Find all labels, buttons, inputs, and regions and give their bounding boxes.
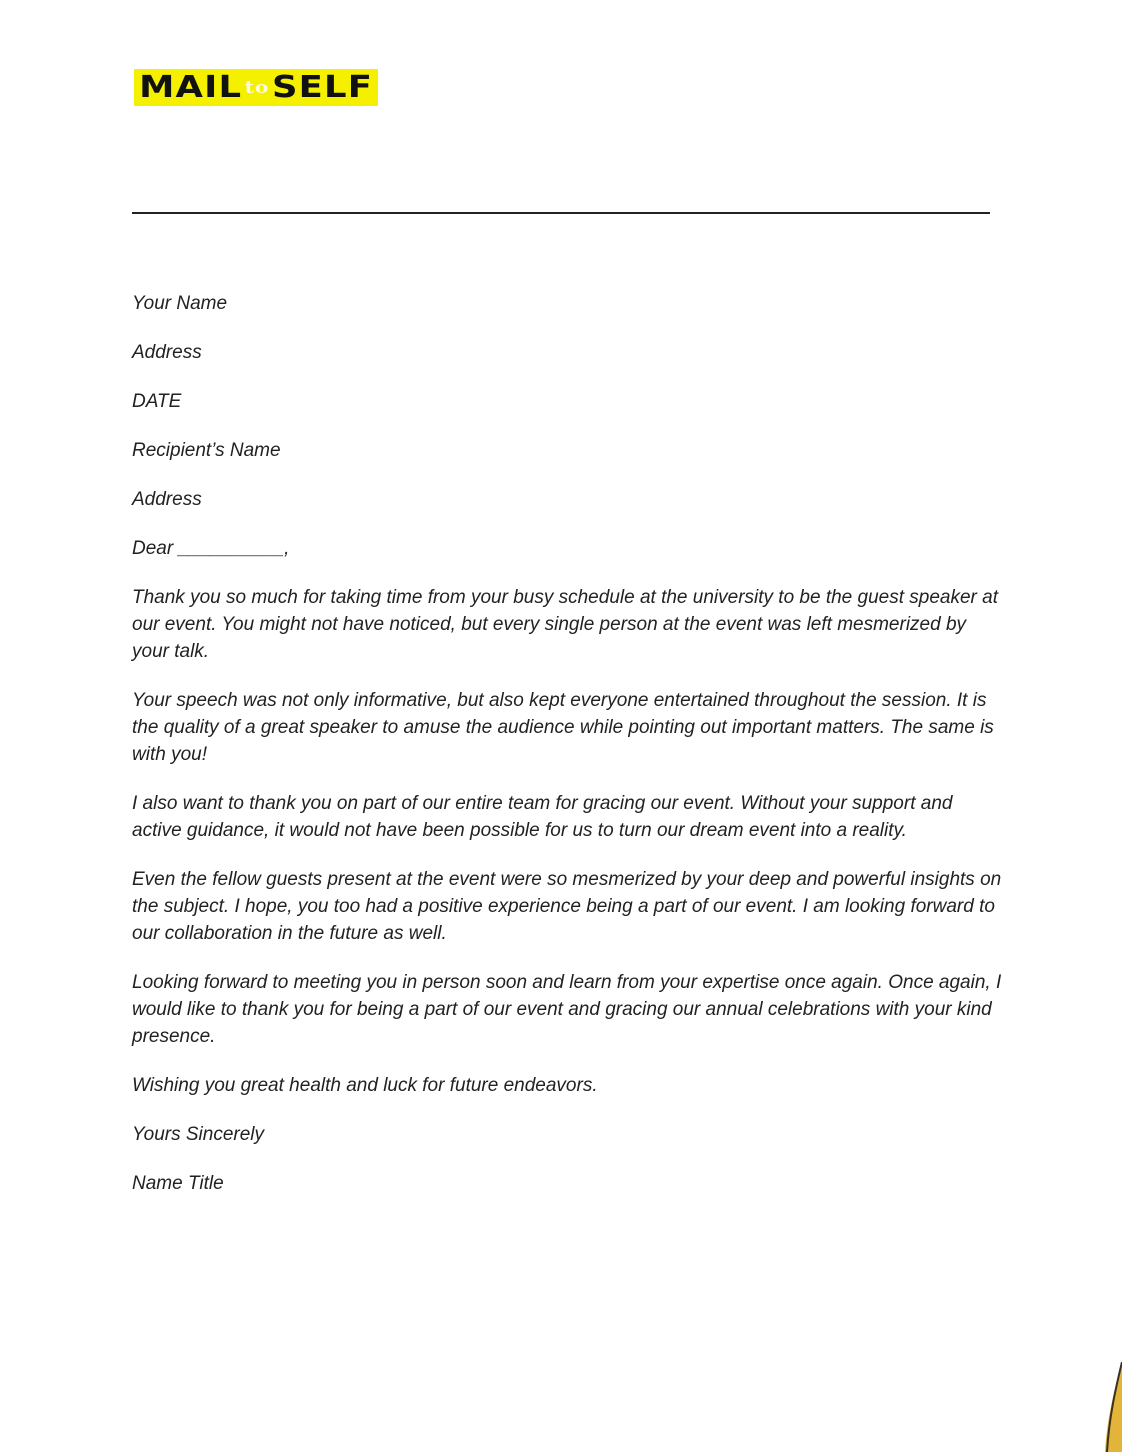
letter-date: DATE (132, 391, 182, 412)
letter-body (132, 290, 1002, 1219)
recipient-address: Address (132, 489, 202, 510)
mailtoself-logo (134, 69, 378, 106)
recipient-name: Recipient’s Name (132, 440, 281, 461)
logo-text-right: SELF (271, 69, 373, 105)
body-paragraph: Thank you so much for taking time from your busy schedule at the university to be the guest speaker at our event. You might not have noticed, but every single person at the event was left mesmerized by your talk. (132, 587, 999, 662)
body-paragraph: Your speech was not only informative, but also kept everyone entertained throughout the session. It is the quality of a great speaker to amuse the audience while pointing out important matters. The same is with you! (132, 690, 994, 765)
closing: Yours Sincerely (132, 1124, 265, 1145)
body-paragraph: Even the fellow guests present at the event were so mesmerized by your deep and powerful insights on the subject. I hope, you too had a positive experience being a part of our event. I am looking forward to our collaboration in the future as well. (132, 869, 1002, 944)
signature-line: Name Title (132, 1173, 224, 1194)
body-paragraph: Looking forward to meeting you in person soon and learn from your expertise once again. Once again, I would like to thank you for being a part of our event and gracing our annual celebrations with your kind presence. (132, 972, 1002, 1047)
logo-text-middle: to (244, 77, 270, 98)
sender-name: Your Name (132, 293, 228, 314)
body-paragraph: I also want to thank you on part of our entire team for gracing our event. Without your support and active guidance, it would not have been possible for us to turn our dream event into a reality. (132, 793, 953, 841)
header-divider (132, 212, 990, 214)
corner-decoration (1095, 1362, 1122, 1452)
salutation: Dear __________, (132, 538, 290, 559)
sender-address: Address (132, 342, 202, 363)
body-paragraph: Wishing you great health and luck for future endeavors. (132, 1075, 598, 1096)
logo-text-left: MAIL (139, 69, 243, 105)
logo-wordmark (139, 69, 373, 107)
